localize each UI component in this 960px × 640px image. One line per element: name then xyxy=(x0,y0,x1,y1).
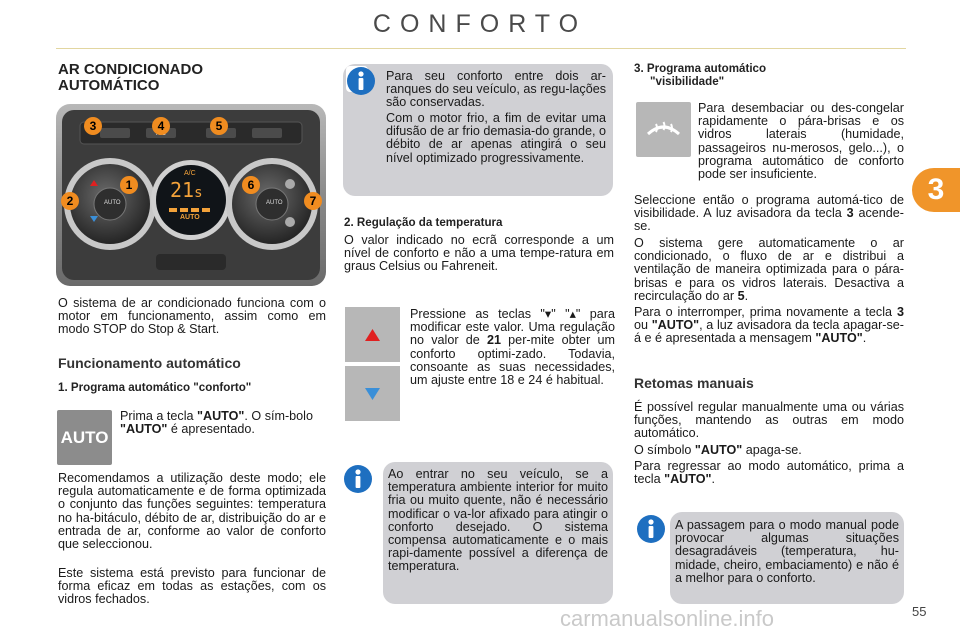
item3-text: Para desembaciar ou des-congelar rapidamente o pára-brisas e os vidros laterais (humidade, passageiros nu-merosos, gelo...), o programa automático de conforto pode ser insuficiente. xyxy=(698,101,904,182)
info3-paragraph: A passagem para o modo manual pode provocar algumas situações desagradáveis (temperatura, hu-midade, cheiro, embaciamento) e não é a melhor para o conforto. xyxy=(675,518,899,585)
press-keys-text xyxy=(410,308,615,387)
info-box-ambient-temp xyxy=(383,462,613,604)
int-key-3: 3 xyxy=(896,305,904,319)
section-title xyxy=(58,62,203,94)
man3-text-c: . xyxy=(711,472,716,487)
press-text-c: " para modificar este valor. Uma regulação no valor de xyxy=(410,307,615,348)
watermark: carmanualsonline.info xyxy=(560,606,775,631)
panel-auto-left-label: AUTO xyxy=(104,200,121,206)
item1-text xyxy=(120,410,326,436)
item1-text-e: é apresentado. xyxy=(167,422,255,437)
defrost-button-icon xyxy=(636,102,691,157)
page-header-title: CONFORTO xyxy=(372,10,588,38)
manual-paragraph-3 xyxy=(634,460,904,486)
display-fan-icons xyxy=(169,202,213,212)
interrupt-text xyxy=(634,306,904,346)
press-value-21: 21 xyxy=(486,333,501,348)
info2-paragraph: Ao entrar no seu veículo, se a temperatura ambiente interior for muito fria ou muito quente, não é necessário modificar o va-lor afixado para atingir o conforto desejado. O sistema compensa automaticamente e o mais rapi-damente possível a diferença de temperatura. xyxy=(388,467,608,574)
man3-text-a: Para regressar ao modo automático, prima a tecla xyxy=(634,459,904,487)
display-temperature xyxy=(170,178,203,202)
item1-text-c: . O sím-bolo xyxy=(244,409,313,423)
callout-3: 3 xyxy=(84,117,102,135)
press-text-a: Pressione as teclas " xyxy=(410,307,545,321)
info-icon xyxy=(346,66,368,92)
section-title-line-2: AUTOMÁTICO xyxy=(58,77,160,94)
recommendation-paragraph: Recomendamos a utilização deste modo; ele regula automaticamente e de forma optimizada o conjunto das funções seguintes: temperatura no ha-bitáculo, débito de ar, distribuição do ar e entrada de ar, conforme ao valor de conforto que seleccionou. xyxy=(58,471,326,552)
manual-paragraph-1: É possível regular manualmente uma ou várias funções, mantendo as outras em modo automático. xyxy=(634,400,904,441)
press-text-b: " " xyxy=(551,307,570,321)
display-ac-indicator: A/C xyxy=(184,170,196,177)
item3-title xyxy=(634,62,766,88)
page-number: 55 xyxy=(912,604,927,619)
system-manages-text xyxy=(634,237,904,303)
man2-text-c: apaga-se. xyxy=(742,443,802,457)
int-text-g: . xyxy=(862,331,867,346)
callout-7: 7 xyxy=(304,192,322,210)
item2-text: O valor indicado no ecrã corresponde a um nível de conforto e não a uma tempe-ratura em graus Celsius ou Fahreneit. xyxy=(344,233,614,274)
subsection-title-manual: Retomas manuais xyxy=(634,375,754,391)
callout-2: 2 xyxy=(61,192,79,210)
int-text-a: Para o interromper, prima novamente a tecla xyxy=(634,305,897,319)
sel-text-a: Seleccione então o programa automá-tico de visibilidade. A luz avisadora da tecla xyxy=(634,193,904,221)
item3-title-line-1: 3. Programa automático xyxy=(634,62,767,75)
temp-up-button-icon xyxy=(345,307,400,362)
int-text-e: , a luz avisadora da tecla apagar-se-á e é apresentada a mensagem xyxy=(634,318,904,346)
info-icon xyxy=(636,514,658,540)
sys-text-a: O sistema gere automaticamente o ar condicionado, o fluxo de ar e distribui a ventilação de maneira optimizada para o pára-brisas e para os vidros laterais. Desactiva a recirculação do ar xyxy=(634,236,904,303)
item1-auto-symbol: "AUTO" xyxy=(120,422,168,437)
climate-control-panel-illustration xyxy=(56,104,326,286)
sel-key-3: 3 xyxy=(846,206,854,221)
display-temp-left: 21 xyxy=(170,178,195,202)
intro-paragraph: O sistema de ar condicionado funciona com o motor em funcionamento, assim como em modo STOP do Stop & Start. xyxy=(58,296,326,337)
chapter-tab: 3 xyxy=(912,168,960,212)
subsection-title-automatic: Funcionamento automático xyxy=(58,355,241,371)
down-arrow-glyph: ▾ xyxy=(544,307,552,321)
panel-auto-right-label: AUTO xyxy=(266,200,283,206)
up-arrow-glyph: ▴ xyxy=(569,307,576,321)
callout-4: 4 xyxy=(152,117,170,135)
callout-5: 5 xyxy=(210,117,228,135)
info1-paragraph-1: Para seu conforto entre dois ar-ranques do seu veículo, as regu-lações são conservadas. xyxy=(386,69,606,110)
item1-text-a: Prima a tecla xyxy=(120,409,197,423)
auto-button-icon: AUTO xyxy=(57,410,112,465)
press-text-e: per-mite obter um conforto optimi-zado. Todavia, consoante as suas necessidades, um ajuste entre 18 e 24 é habitual. xyxy=(410,333,615,388)
seasons-paragraph: Este sistema está previsto para funcionar de forma eficaz em todas as estações, com os vidros fechados. xyxy=(58,566,326,607)
int-auto-message: "AUTO" xyxy=(815,331,863,346)
temp-down-button-icon xyxy=(345,366,400,421)
sel-text-c: acende-se. xyxy=(634,206,904,234)
item1-title: 1. Programa automático "conforto" xyxy=(58,381,252,394)
display-temp-right: s xyxy=(194,185,203,201)
callout-1: 1 xyxy=(120,176,138,194)
sys-key-5: 5 xyxy=(737,288,745,303)
info-icon xyxy=(343,464,365,490)
callout-6: 6 xyxy=(242,176,260,194)
info-box-settings-kept xyxy=(343,64,613,196)
item1-auto-key: "AUTO" xyxy=(197,409,245,423)
int-text-c: ou xyxy=(634,318,652,333)
item3-title-line-2: "visibilidade" xyxy=(650,75,725,88)
info-box-manual-mode xyxy=(670,512,904,604)
int-auto-key: "AUTO" xyxy=(651,318,700,333)
man3-auto-key: "AUTO" xyxy=(664,472,712,487)
man2-text-a: O símbolo xyxy=(634,443,695,457)
info1-paragraph-2: Com o motor frio, a fim de evitar uma difusão de ar frio demasia-do grande, o débito de ar apenas atingirá o seu nível optimizado progressivamente. xyxy=(386,111,606,165)
select-visibility-text xyxy=(634,194,904,234)
display-auto-indicator: AUTO xyxy=(180,214,200,221)
item2-title: 2. Regulação da temperatura xyxy=(344,216,503,229)
sys-text-c: . xyxy=(744,288,749,303)
man2-auto-symbol: "AUTO" xyxy=(694,443,743,457)
section-title-line-1: AR CONDICIONADO xyxy=(58,61,203,78)
header-rule xyxy=(56,48,906,49)
manual-paragraph-2 xyxy=(634,444,904,457)
